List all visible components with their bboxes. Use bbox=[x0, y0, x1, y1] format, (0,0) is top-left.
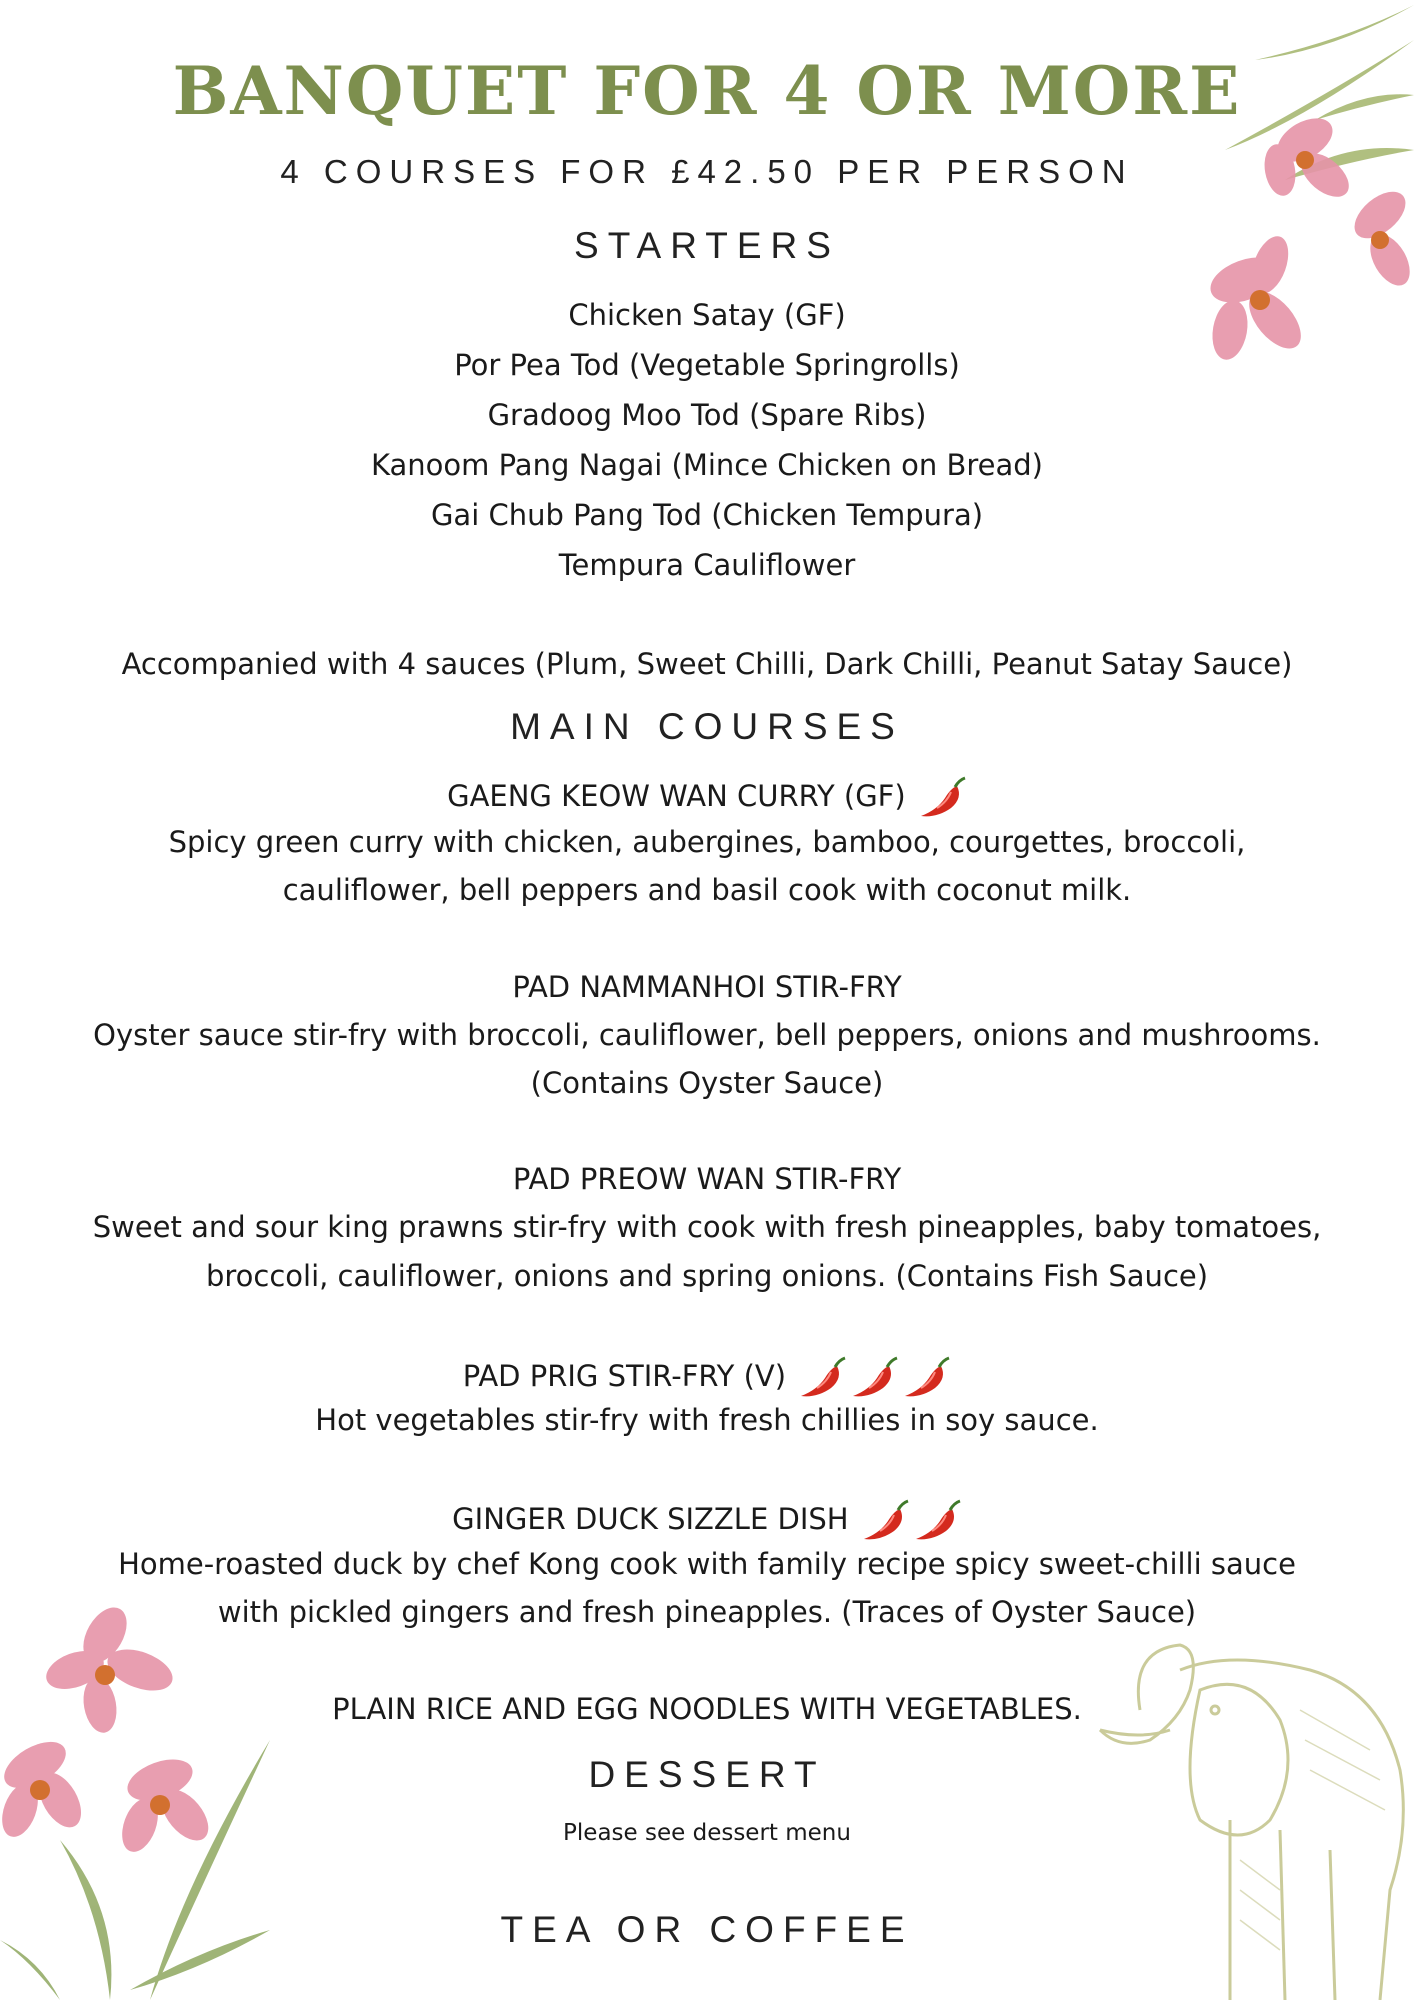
chilli-pepper-icon bbox=[912, 1499, 962, 1543]
dessert-note: Please see dessert menu bbox=[563, 1820, 851, 1846]
dish-description: Oyster sauce stir-fry with broccoli, cauliflower, bell peppers, onions and mushrooms. bbox=[93, 1018, 1321, 1052]
dish-name-text: PAD PREOW WAN STIR-FRY bbox=[512, 1162, 902, 1196]
starter-item: Tempura Cauliflower bbox=[558, 548, 856, 582]
chilli-pepper-icon bbox=[797, 1356, 847, 1400]
starter-item: Chicken Satay (GF) bbox=[568, 298, 846, 332]
dish-description: broccoli, cauliflower, onions and spring onions. (Contains Fish Sauce) bbox=[205, 1259, 1209, 1293]
dish-name-text: GAENG KEOW WAN CURRY (GF) bbox=[447, 779, 906, 813]
page-title: BANQUET FOR 4 OR MORE bbox=[172, 52, 1242, 130]
spice-indicator bbox=[795, 1359, 951, 1393]
tea-coffee-heading: TEA OR COFFEE bbox=[500, 1909, 914, 1950]
dish-name bbox=[0, 970, 1414, 1004]
starter-item: Kanoom Pang Nagai (Mince Chicken on Bread) bbox=[371, 448, 1043, 482]
dish-name-text: PAD NAMMANHOI STIR-FRY bbox=[512, 970, 902, 1004]
dish-name-text: GINGER DUCK SIZZLE DISH bbox=[452, 1502, 849, 1536]
dish-description: Spicy green curry with chicken, aubergines, bamboo, courgettes, broccoli, bbox=[168, 825, 1246, 859]
spice-indicator bbox=[915, 779, 967, 813]
chilli-pepper-icon bbox=[860, 1499, 910, 1543]
chilli-pepper-icon bbox=[901, 1356, 951, 1400]
dish-description: Sweet and sour king prawns stir-fry with cook with fresh pineapples, baby tomatoes, bbox=[92, 1210, 1322, 1244]
dish-description: with pickled gingers and fresh pineapples. (Traces of Oyster Sauce) bbox=[217, 1595, 1197, 1629]
starters-heading: STARTERS bbox=[574, 225, 840, 266]
chilli-pepper-icon bbox=[849, 1356, 899, 1400]
dish-name bbox=[0, 1499, 1414, 1543]
dish-name bbox=[0, 776, 1414, 820]
sauces-note: Accompanied with 4 sauces (Plum, Sweet Chilli, Dark Chilli, Peanut Satay Sauce) bbox=[121, 647, 1293, 681]
dish-name-text: PAD PRIG STIR-FRY (V) bbox=[462, 1359, 787, 1393]
dish-description: Hot vegetables stir-fry with fresh chillies in soy sauce. bbox=[315, 1403, 1099, 1437]
starter-item: Gai Chub Pang Tod (Chicken Tempura) bbox=[430, 498, 984, 532]
dish-description: (Contains Oyster Sauce) bbox=[530, 1066, 884, 1100]
starter-item: Gradoog Moo Tod (Spare Ribs) bbox=[487, 398, 927, 432]
spice-indicator bbox=[858, 1502, 962, 1536]
dessert-heading: DESSERT bbox=[588, 1754, 826, 1795]
dish-name bbox=[0, 1356, 1414, 1400]
dish-name bbox=[0, 1162, 1414, 1196]
main-courses-heading: MAIN COURSES bbox=[510, 706, 904, 747]
price-subtitle: 4 COURSES FOR £42.50 PER PERSON bbox=[280, 153, 1134, 190]
chilli-pepper-icon bbox=[917, 776, 967, 820]
sides-note: PLAIN RICE AND EGG NOODLES WITH VEGETABLES. bbox=[332, 1692, 1082, 1726]
dish-description: Home-roasted duck by chef Kong cook with family recipe spicy sweet-chilli sauce bbox=[118, 1547, 1296, 1581]
dish-description: cauliflower, bell peppers and basil cook with coconut milk. bbox=[282, 873, 1132, 907]
starter-item: Por Pea Tod (Vegetable Springrolls) bbox=[454, 348, 960, 382]
